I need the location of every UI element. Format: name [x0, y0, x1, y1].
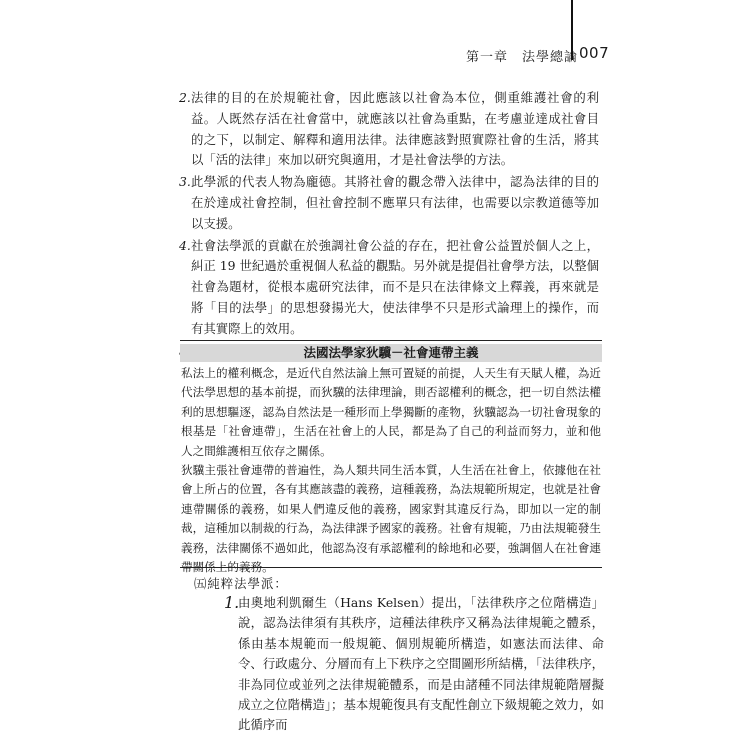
list-item: [224, 593, 604, 736]
section-pure-law: [194, 574, 604, 736]
list-item: [179, 236, 599, 340]
box-body: [180, 364, 602, 577]
top-list: [179, 88, 599, 361]
list-item: [179, 88, 599, 171]
item-text: 此學派的代表人物為龐德。其將社會的觀念帶入法律中，認為法律的目的在於達成社會控制，但社會控制不應單只有法律，也需要以宗教道德等加以支援。: [191, 174, 599, 231]
item-text: 社會法學派的貢獻在於強調社會公益的存在，把社會公益置於個人之上，糾正 19 世紀過於重視個人私益的觀點。另外就是提倡社會學方法，以整個社會為題材，從根本處研究法律，而不是只在法律條文上釋義，再來就是將「目的法學」的思想發揚光大，使法律學不只是形式論理上的操作，而有其實際上的效用。: [191, 237, 599, 336]
box-paragraph: 私法上的權利概念，是近代自然法論上無可置疑的前提，人天生有天賦人權，為近代法學思想的基本前提，而狄驥的法律理論，則否認權利的概念，把一切自然法權利的思想驅逐，認為自然法是一種形而上學獨斷的產物，狄驥認為一切社會現象的根基是「社會連帶」，生活在社會上的人民，都是為了自己的利益而努力，並和他人之間維護相互依存之關係。: [181, 366, 601, 458]
item-number: 1.: [224, 593, 240, 612]
sidebar-box: [180, 340, 602, 575]
list-item: [179, 172, 599, 234]
box-paragraph: 狄驥主張社會連帶的普遍性，為人類共同生活本質，人生活在社會上，依據他在社會上所占的位置，各有其應該盡的義務，這種義務，為法規範所規定，也就是社會連帶關係的義務，如果人們違反他的義務，國家對其違反行為，即加以一定的制裁，這種加以制裁的行為，為法律課予國家的義務。社會有規範，乃由法規範發生義務，法律關係不過如此，他認為沒有承認權利的餘地和必要，強調個人在社會連帶關係上的義務。: [181, 463, 601, 575]
item-number: 2.: [179, 90, 191, 105]
section-heading: ㈤純粹法學派：: [194, 576, 288, 591]
page-number: 007: [579, 44, 610, 62]
running-header: [400, 44, 610, 66]
item-number: 4.: [179, 237, 191, 253]
item-number: 3.: [179, 174, 191, 190]
box-title: 法國法學家狄驥－社會連帶主義: [180, 344, 602, 362]
chapter-title: 第一章 法學總論: [466, 50, 579, 65]
item-text: 法律的目的在於規範社會，因此應該以社會為本位，側重維護社會的利益。人既然存活在社會當中，就應該以社會為重點，在考慮並達成社會目的之下，以制定、解釋和適用法律。法律應該對照實際社會的生活，將其以「活的法律」來加以研究與適用，才是社會法學的方法。: [191, 90, 599, 168]
item-text: 由奧地利凱爾生（Hans Kelsen）提出，「法律秩序之位階構造」說，認為法律須有其秩序，這種法律秩序又稱為法律規範之體系，係由基本規範而一般規範、個別規範所構造，如憲法而法律、命令、行政處分、分層而有上下秩序之空間圖形所結構，「法律秩序，非為同位或並列之法律規範體系，而是由諸種不同法律規範階層擬成立之位階構造」；基本規範復具有支配性創立下級規範之效力，如此循序而: [238, 595, 604, 733]
